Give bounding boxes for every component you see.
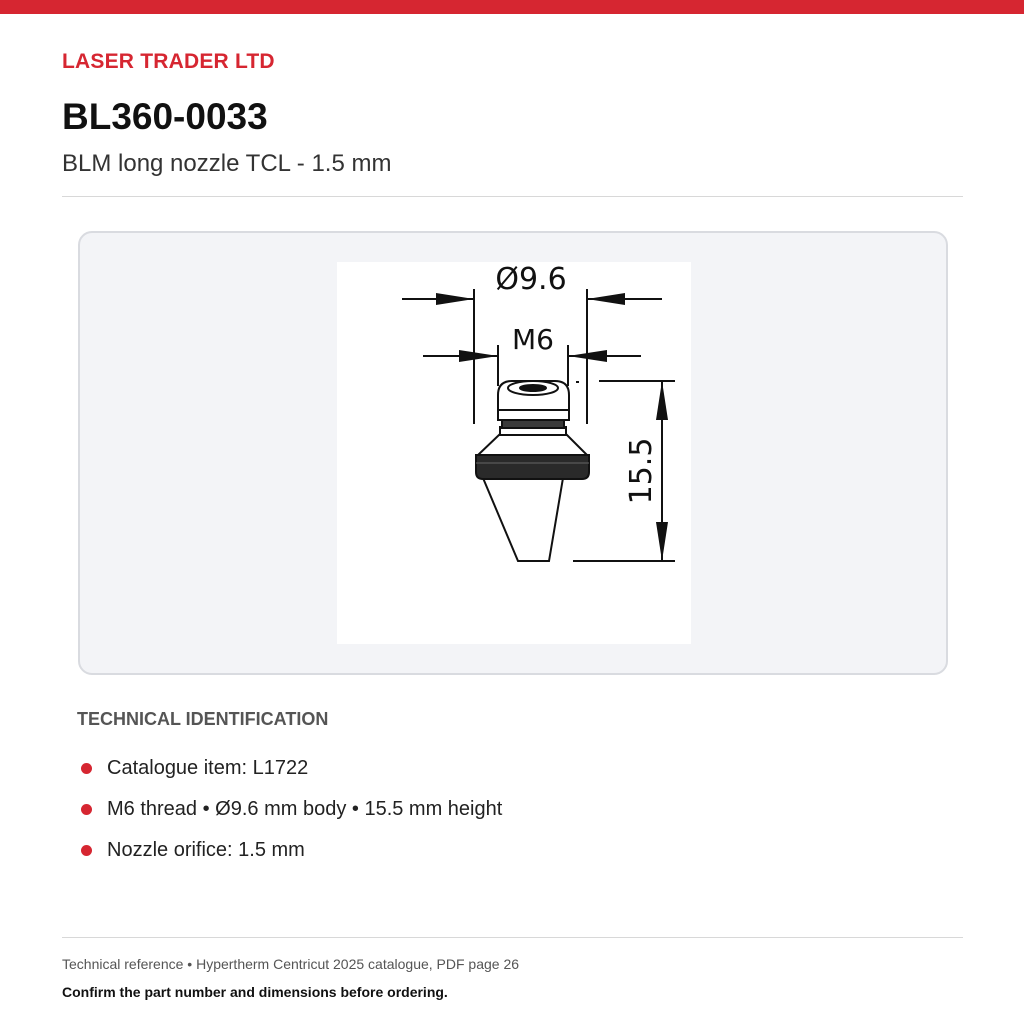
arrow-diameter-left [436, 293, 474, 305]
spec-orifice: Nozzle orifice: 1.5 mm [107, 839, 305, 861]
diameter-label: Ø9.6 [495, 262, 567, 297]
bullet-dot-icon [81, 804, 92, 815]
top-accent-bar [0, 0, 1024, 14]
spec-dimensions: M6 thread • Ø9.6 mm body • 15.5 mm height [107, 798, 503, 820]
spec-catalogue-item: Catalogue item: L1722 [107, 757, 309, 779]
nozzle-cone [483, 478, 563, 561]
bullet-dot-icon [81, 763, 92, 774]
footer-note: Confirm the part number and dimensions before ordering. [62, 984, 448, 1000]
part-number: BL360-0033 [62, 96, 268, 137]
part-description: BLM long nozzle TCL - 1.5 mm [62, 150, 392, 177]
technical-drawing [337, 262, 691, 644]
drawing-card [78, 231, 948, 675]
specs-section-title: TECHNICAL IDENTIFICATION [77, 709, 329, 729]
nozzle-drawing-svg [337, 262, 691, 644]
footer-reference: Technical reference • Hypertherm Centricut 2025 catalogue, PDF page 26 [62, 956, 520, 972]
nozzle-body [476, 381, 589, 561]
height-label: 15.5 [624, 437, 659, 505]
nozzle-flange [476, 455, 589, 479]
arrow-m6-left [459, 350, 498, 362]
brand-name: LASER TRADER LTD [62, 50, 275, 73]
list-item [78, 789, 502, 830]
list-item [78, 748, 502, 789]
list-item [78, 830, 502, 871]
thread-label: M6 [512, 323, 554, 356]
footer-divider [62, 937, 963, 938]
spec-list [78, 748, 502, 871]
header-divider [62, 196, 963, 197]
nozzle-taper [478, 434, 587, 455]
nozzle-collar-dark [502, 420, 564, 428]
arrow-height-bottom [656, 522, 668, 561]
bullet-dot-icon [81, 845, 92, 856]
arrow-diameter-right [587, 293, 625, 305]
arrow-height-top [656, 381, 668, 420]
